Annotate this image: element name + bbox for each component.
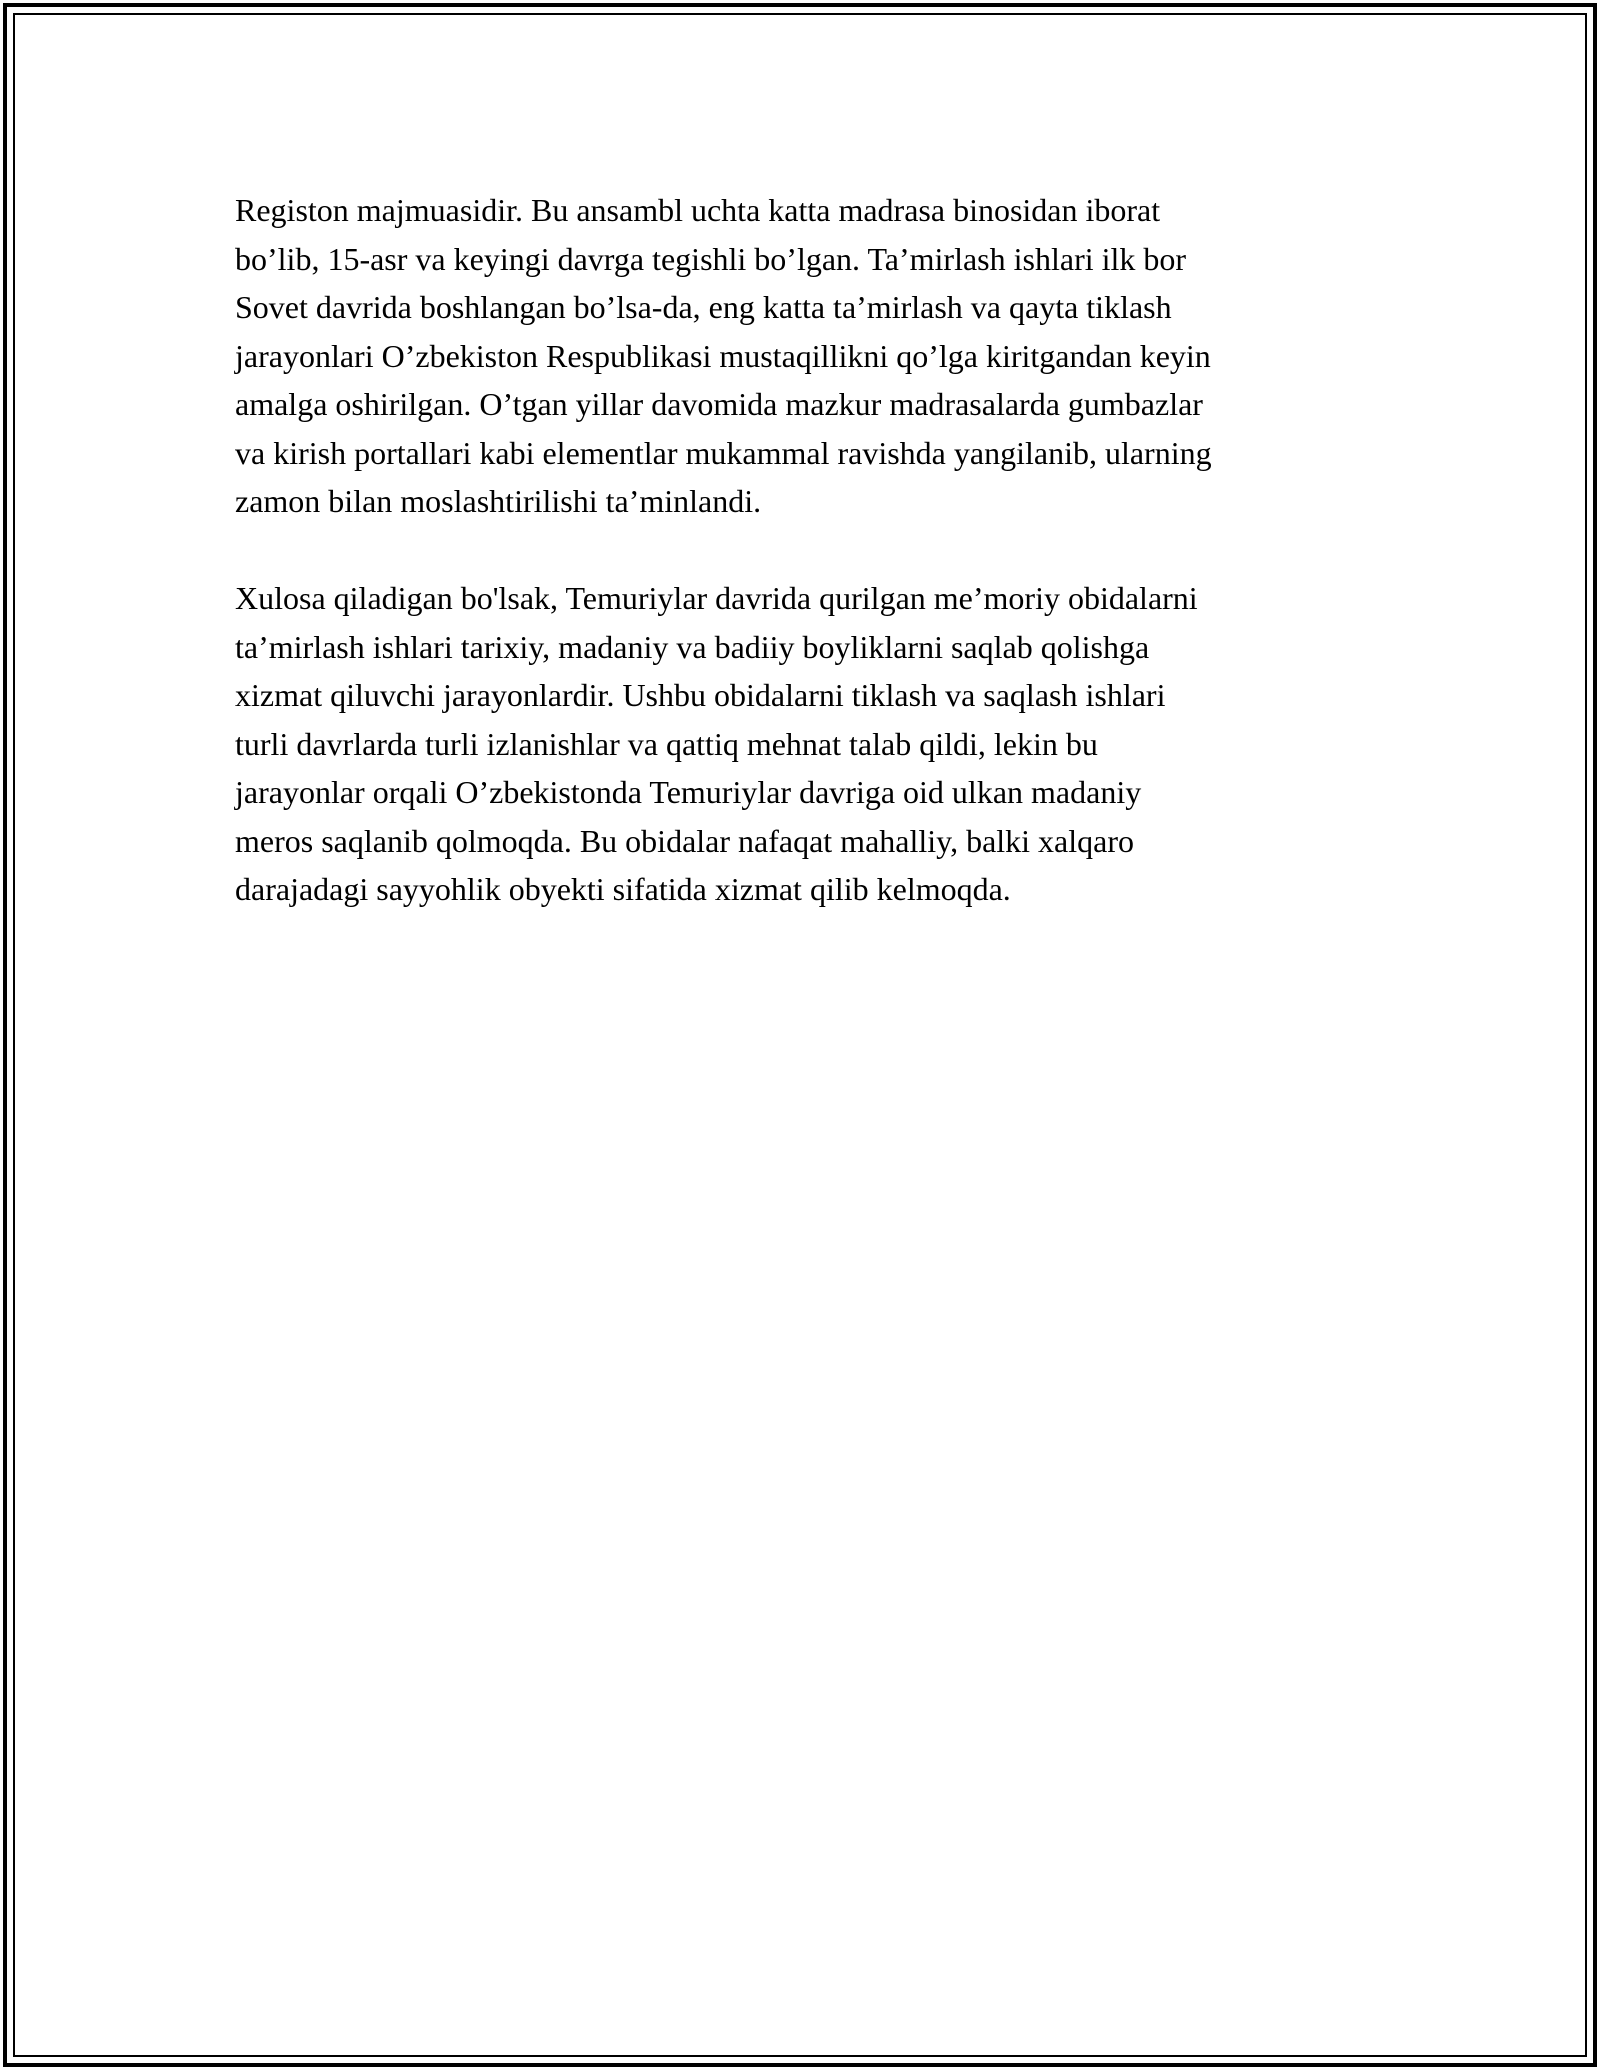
text-line: xizmat qiluvchi jarayonlardir. Ushbu obidalarni tiklash va saqlash ishlari — [235, 677, 1166, 713]
text-line: Registon majmuasidir. Bu ansambl uchta katta madrasa binosidan iborat — [235, 192, 1161, 228]
text-line: darajadagi sayyohlik obyekti sifatida xizmat qilib kelmoqda. — [235, 871, 1011, 907]
document-body — [235, 186, 1375, 914]
text-line: Xulosa qiladigan bo'lsak, Temuriylar davrida qurilgan me’moriy obidalarni — [235, 580, 1198, 616]
text-line: jarayonlari O’zbekiston Respublikasi mustaqillikni qo’lga kiritgandan keyin — [235, 337, 1211, 374]
text-line: amalga oshirilgan. O’tgan yillar davomida mazkur madrasalarda gumbazlar — [235, 386, 1203, 422]
text-line: turli davrlarda turli izlanishlar va qattiq mehnat talab qildi, lekin bu — [235, 725, 1098, 762]
paragraph-1 — [235, 186, 1375, 526]
text-line: ta’mirlash ishlari tarixiy, madaniy va badiiy boyliklarni saqlab qolishga — [235, 628, 1150, 665]
paragraph-2 — [235, 574, 1375, 914]
text-line: bo’lib, 15-asr va keyingi davrga tegishli bo’lgan. Ta’mirlash ishlari ilk bor — [235, 240, 1187, 277]
text-line: Sovet davrida boshlangan bo’lsa-da, eng katta ta’mirlash va qayta tiklash — [235, 289, 1172, 325]
text-line: jarayonlar orqali O’zbekistonda Temuriylar davriga oid ulkan madaniy — [235, 774, 1142, 810]
text-line: meros saqlanib qolmoqda. Bu obidalar nafaqat mahalliy, balki xalqaro — [235, 822, 1134, 859]
text-line: va kirish portallari kabi elementlar mukammal ravishda yangilanib, ularning — [235, 434, 1212, 471]
text-line: zamon bilan moslashtirilishi ta’minlandi. — [235, 483, 762, 519]
